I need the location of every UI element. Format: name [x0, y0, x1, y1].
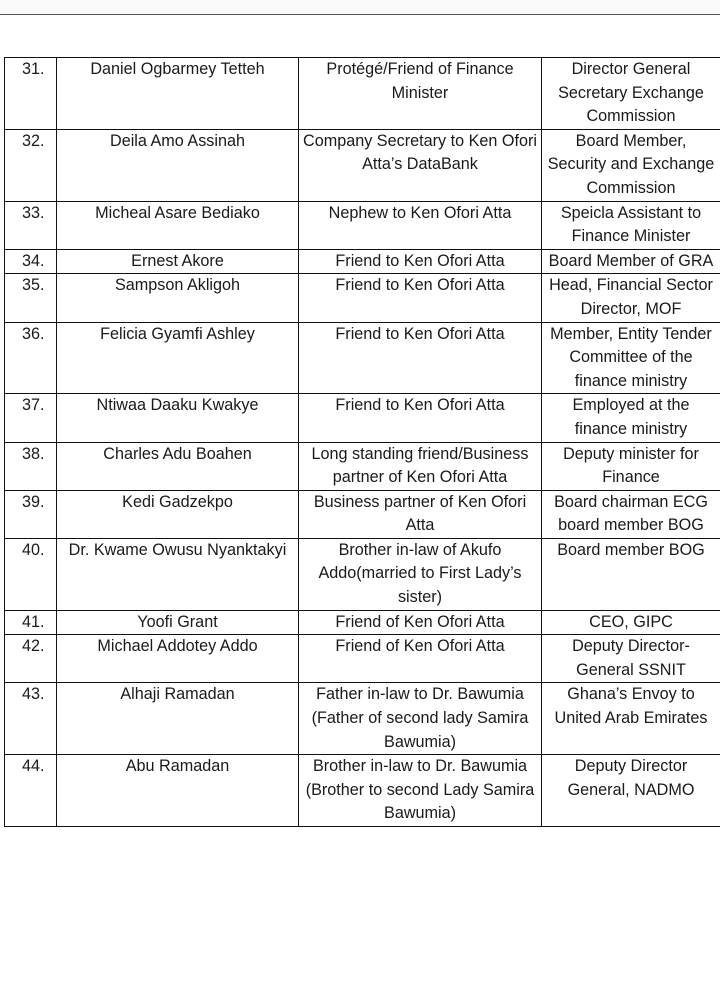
- table-row: [5, 322, 720, 394]
- relationship: Friend to Ken Ofori Atta: [299, 249, 542, 274]
- relationship: Long standing friend/Business partner of Ken Ofori Atta: [299, 442, 542, 490]
- relationship: Brother in-law to Dr. Bawumia (Brother to second Lady Samira Bawumia): [299, 755, 542, 827]
- table-row: [5, 538, 720, 610]
- row-number: 40.: [5, 538, 57, 610]
- position: Director General Secretary Exchange Commission: [542, 58, 720, 130]
- table-row: [5, 442, 720, 490]
- appointee-name: Daniel Ogbarmey Tetteh: [57, 58, 299, 130]
- appointee-name: Abu Ramadan: [57, 755, 299, 827]
- row-number: 38.: [5, 442, 57, 490]
- position: Member, Entity Tender Committee of the finance ministry: [542, 322, 720, 394]
- appointee-name: Kedi Gadzekpo: [57, 490, 299, 538]
- table-row: [5, 683, 720, 755]
- table-row: [5, 394, 720, 442]
- table-row: [5, 610, 720, 635]
- table-row: [5, 635, 720, 683]
- position: Employed at the finance ministry: [542, 394, 720, 442]
- position: Deputy Director-General SSNIT: [542, 635, 720, 683]
- table-row: [5, 755, 720, 827]
- relationship: Company Secretary to Ken Ofori Atta’s DataBank: [299, 129, 542, 201]
- row-number: 35.: [5, 274, 57, 322]
- appointee-name: Charles Adu Boahen: [57, 442, 299, 490]
- position: Deputy minister for Finance: [542, 442, 720, 490]
- appointee-name: Ernest Akore: [57, 249, 299, 274]
- appointee-name: Yoofi Grant: [57, 610, 299, 635]
- row-number: 31.: [5, 58, 57, 130]
- relationship: Friend of Ken Ofori Atta: [299, 610, 542, 635]
- row-number: 34.: [5, 249, 57, 274]
- relationship: Friend to Ken Ofori Atta: [299, 394, 542, 442]
- table-row: [5, 249, 720, 274]
- appointees-table: [4, 57, 720, 827]
- relationship: Friend of Ken Ofori Atta: [299, 635, 542, 683]
- table-row: [5, 274, 720, 322]
- top-edge-strip: [0, 0, 720, 15]
- relationship: Business partner of Ken Ofori Atta: [299, 490, 542, 538]
- table-body: [5, 58, 720, 827]
- row-number: 42.: [5, 635, 57, 683]
- position: Deputy Director General, NADMO: [542, 755, 720, 827]
- row-number: 32.: [5, 129, 57, 201]
- relationship: Father in-law to Dr. Bawumia (Father of second lady Samira Bawumia): [299, 683, 542, 755]
- relationship: Friend to Ken Ofori Atta: [299, 322, 542, 394]
- table-row: [5, 129, 720, 201]
- table-row: [5, 58, 720, 130]
- position: Head, Financial Sector Director, MOF: [542, 274, 720, 322]
- appointee-name: Alhaji Ramadan: [57, 683, 299, 755]
- row-number: 43.: [5, 683, 57, 755]
- relationship: Nephew to Ken Ofori Atta: [299, 201, 542, 249]
- appointee-name: Michael Addotey Addo: [57, 635, 299, 683]
- row-number: 33.: [5, 201, 57, 249]
- relationship: Brother in-law of Akufo Addo(married to First Lady’s sister): [299, 538, 542, 610]
- position: Board Member of GRA: [542, 249, 720, 274]
- row-number: 39.: [5, 490, 57, 538]
- appointee-name: Sampson Akligoh: [57, 274, 299, 322]
- appointee-name: Ntiwaa Daaku Kwakye: [57, 394, 299, 442]
- relationship: Protégé/Friend of Finance Minister: [299, 58, 542, 130]
- row-number: 37.: [5, 394, 57, 442]
- position: Board chairman ECG board member BOG: [542, 490, 720, 538]
- appointee-name: Micheal Asare Bediako: [57, 201, 299, 249]
- appointee-name: Felicia Gyamfi Ashley: [57, 322, 299, 394]
- row-number: 44.: [5, 755, 57, 827]
- row-number: 41.: [5, 610, 57, 635]
- row-number: 36.: [5, 322, 57, 394]
- position: Board member BOG: [542, 538, 720, 610]
- table-row: [5, 201, 720, 249]
- appointee-name: Deila Amo Assinah: [57, 129, 299, 201]
- appointee-name: Dr. Kwame Owusu Nyanktakyi: [57, 538, 299, 610]
- relationship: Friend to Ken Ofori Atta: [299, 274, 542, 322]
- position: CEO, GIPC: [542, 610, 720, 635]
- position: Board Member, Security and Exchange Commission: [542, 129, 720, 201]
- position: Ghana’s Envoy to United Arab Emirates: [542, 683, 720, 755]
- table-row: [5, 490, 720, 538]
- position: Speicla Assistant to Finance Minister: [542, 201, 720, 249]
